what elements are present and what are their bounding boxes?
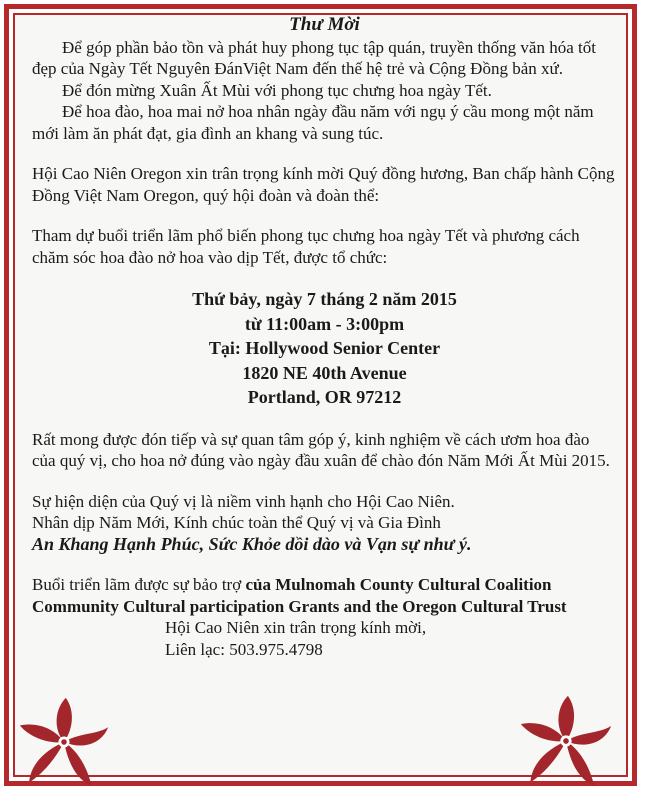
wish-line: An Khang Hạnh Phúc, Sức Khỏe dồi dào và Vạn sự như ý.: [32, 533, 472, 554]
event-street: 1820 NE 40th Avenue: [242, 362, 407, 383]
event-city: Portland, OR 97212: [247, 387, 402, 407]
flower-icon-right: [516, 694, 616, 788]
event-date: Thứ bảy, ngày 7 tháng 2 năm 2015: [192, 289, 457, 309]
invitation-body: [32, 14, 617, 660]
request-paragraph: Rất mong được đón tiếp và sự quan tâm góp ý, kinh nghiệm về cách ươm hoa đào của quý vị, cho hoa nở đúng vào ngày đầu xuân để chào đón Năm Mới Ất Mùi 2015.: [32, 429, 610, 470]
event-details: [32, 287, 617, 410]
contact-line: Liên lạc: 503.975.4798: [165, 639, 323, 659]
intro-paragraph-2: Để đón mừng Xuân Ất Mùi với phong tục chưng hoa ngày Tết.: [62, 80, 492, 100]
signature-line: Hội Cao Niên xin trân trọng kính mời,: [165, 618, 427, 637]
newyear-line: Nhân dịp Năm Mới, Kính chúc toàn thể Quý vị và Gia Đình: [32, 513, 441, 532]
sponsor-paragraph: [32, 574, 617, 617]
attend-paragraph: Tham dự buổi triển lãm phổ biến phong tục chưng hoa ngày Tết và phương cách chăm sóc hoa đào nở hoa vào dịp Tết, được tổ chức:: [32, 226, 580, 267]
event-venue: Tại: Hollywood Senior Center: [208, 338, 441, 358]
flower-icon-left: [16, 696, 112, 788]
presence-line: Sự hiện diện của Quý vị là niềm vinh hạnh cho Hội Cao Niên.: [32, 491, 455, 511]
event-time: từ 11:00am - 3:00pm: [244, 313, 405, 334]
intro-paragraph-1: Để góp phần bảo tồn và phát huy phong tục tập quán, truyền thống văn hóa tốt đẹp của Ngày Tết Nguyên ĐánViệt Nam đến thế hệ trẻ và Cộng Đồng bản xứ.: [32, 37, 596, 78]
intro-paragraph-3: Để hoa đào, hoa mai nở hoa nhân ngày đầu năm với ngụ ý cầu mong một năm mới làm ăn phát đạt, gia đình an khang và sung túc.: [32, 102, 594, 143]
invite-paragraph: Hội Cao Niên Oregon xin trân trọng kính mời Quý đồng hương, Ban chấp hành Cộng Đồng Việt Nam Oregon, quý hội đoàn và đoàn thể:: [32, 164, 615, 205]
sponsor-names: của Mulnomah County Cultural Coalition Community Cultural participation Grants and the Oregon Cultural Trust: [32, 575, 567, 616]
invitation-title: Thư Mời: [289, 14, 360, 35]
sponsor-prefix: Buổi triển lãm được sự bảo trợ: [32, 575, 246, 594]
